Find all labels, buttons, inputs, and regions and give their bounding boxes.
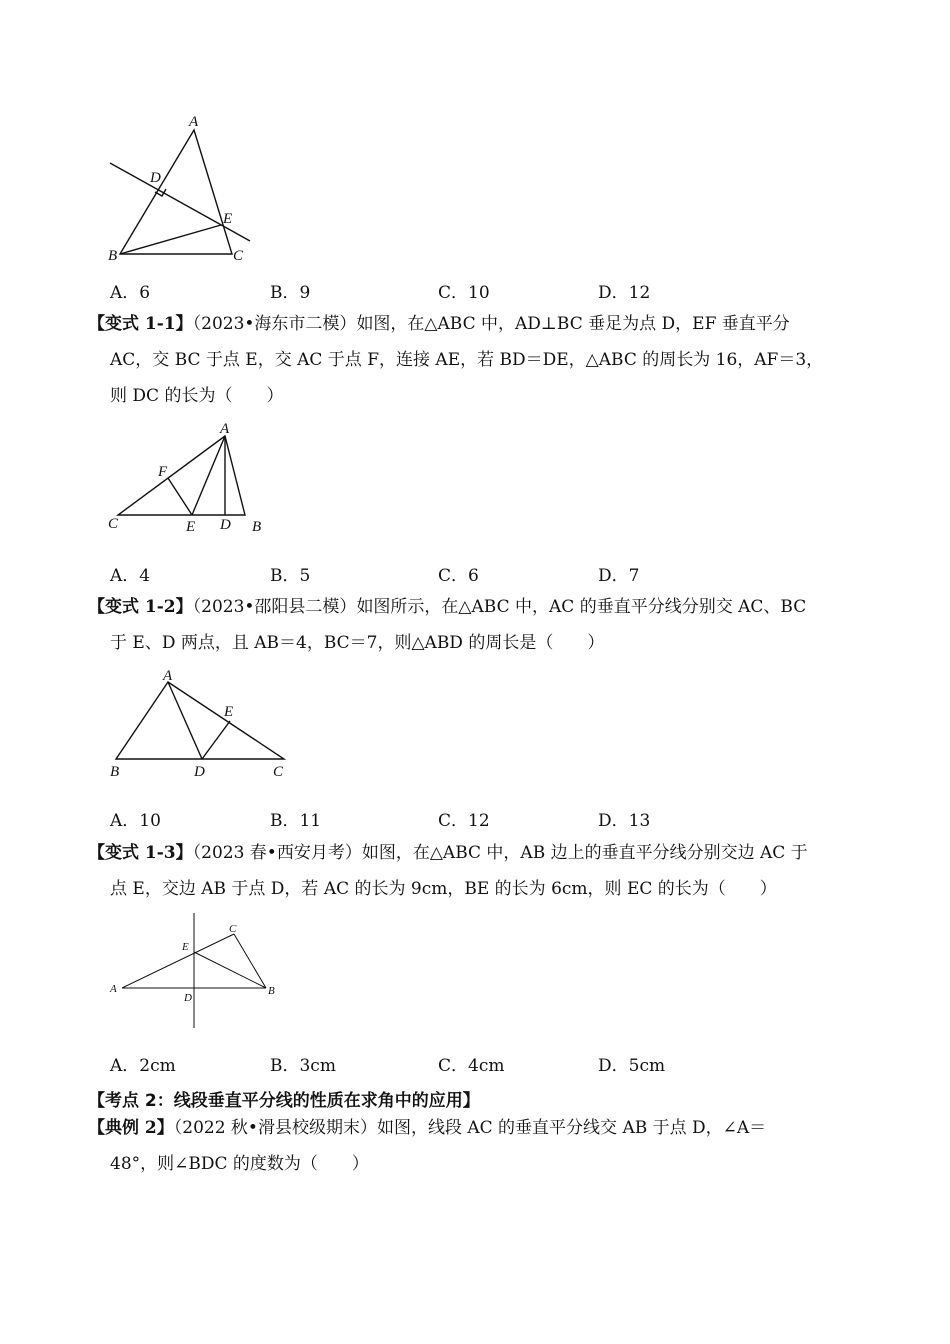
- example-2: [88, 1110, 878, 1182]
- line-de: [202, 721, 230, 759]
- label-b: B: [252, 519, 262, 535]
- question-tag: 【典例 2】: [88, 1118, 174, 1138]
- question-1-1: [88, 306, 878, 414]
- option-d[interactable]: D．13: [598, 811, 651, 831]
- question-text: 点 E，交边 AB 于点 D，若 AC 的长为 9cm，BE 的长为 6cm，则 EC 的长为（ ）: [110, 879, 777, 899]
- figure-2-triangle: [100, 418, 275, 538]
- label-b: B: [108, 248, 118, 264]
- label-f: F: [158, 464, 168, 480]
- question-text: 于 E、D 两点，且 AB＝4，BC＝7，则△ABD 的周长是（ ）: [110, 633, 605, 653]
- option-a[interactable]: A．6: [110, 283, 151, 303]
- options-4: [110, 1051, 810, 1075]
- question-text: 如图，在△ABC 中，AD⊥BC 垂足为点 D，EF 垂直平分: [356, 314, 790, 334]
- label-e: E: [182, 941, 189, 953]
- question-tag: 【变式 1-3】: [88, 843, 193, 863]
- question-text: AC，交 BC 于点 E，交 AC 于点 F，连接 AE，若 BD＝DE，△ABC 的周长为 16，AF＝3，: [110, 350, 824, 370]
- question-source: （2023 春•西安月考）: [192, 843, 362, 863]
- options-3: [110, 806, 810, 830]
- triangle-abc: [116, 682, 284, 759]
- label-c: C: [233, 248, 244, 264]
- label-e: E: [223, 211, 233, 227]
- question-1-3: [88, 835, 878, 907]
- option-d[interactable]: D．7: [598, 566, 640, 586]
- section-heading-kaodian-2: 【考点 2：线段垂直平分线的性质在求角中的应用】: [88, 1091, 480, 1111]
- label-e: E: [224, 704, 234, 720]
- label-a: A: [220, 421, 230, 437]
- question-source: （2023•海东市二模）: [192, 314, 357, 334]
- label-a: A: [110, 983, 117, 995]
- label-c: C: [229, 923, 237, 935]
- label-a: A: [163, 668, 173, 684]
- figure-3-triangle: [100, 664, 295, 784]
- option-a[interactable]: A．10: [110, 811, 161, 831]
- option-b[interactable]: B．3cm: [270, 1056, 336, 1076]
- right-angle-mark: [155, 189, 166, 196]
- option-c[interactable]: C．10: [438, 283, 490, 303]
- question-text: 则 DC 的长为（ ）: [110, 386, 284, 406]
- label-d: D: [184, 992, 192, 1004]
- label-e: E: [186, 519, 196, 535]
- label-a: A: [189, 114, 199, 130]
- question-1-2: [88, 589, 878, 661]
- option-b[interactable]: B．11: [270, 811, 322, 831]
- question-source: （2022 秋•滑县校级期末）: [173, 1118, 377, 1138]
- option-a[interactable]: A．2cm: [110, 1056, 176, 1076]
- label-b: B: [268, 985, 275, 997]
- line-ac: [122, 934, 234, 988]
- option-c[interactable]: C．12: [438, 811, 490, 831]
- figure-1-triangle: [100, 110, 270, 270]
- label-d: D: [150, 170, 161, 186]
- figure-4-triangle: [100, 908, 290, 1033]
- option-c[interactable]: C．6: [438, 566, 479, 586]
- option-b[interactable]: B．9: [270, 283, 311, 303]
- question-text: 如图，线段 AC 的垂直平分线交 AB 于点 D，∠A＝: [376, 1118, 767, 1138]
- option-d[interactable]: D．12: [598, 283, 651, 303]
- label-d: D: [220, 517, 231, 533]
- question-tag: 【变式 1-2】: [88, 597, 193, 617]
- label-b: B: [110, 764, 120, 780]
- options-2: [110, 561, 810, 585]
- option-c[interactable]: C．4cm: [438, 1056, 505, 1076]
- line-fe: [168, 478, 192, 515]
- option-b[interactable]: B．5: [270, 566, 311, 586]
- option-a[interactable]: A．4: [110, 566, 151, 586]
- triangle-abc: [120, 130, 232, 254]
- label-c: C: [273, 764, 284, 780]
- question-text: 如图所示，在△ABC 中，AC 的垂直平分线分别交 AC、BC: [356, 597, 807, 617]
- question-text: 如图，在△ABC 中，AB 边上的垂直平分线分别交边 AC 于: [361, 843, 808, 863]
- option-d[interactable]: D．5cm: [598, 1056, 666, 1076]
- triangle-abc: [118, 436, 245, 515]
- question-source: （2023•邵阳县二模）: [192, 597, 357, 617]
- question-text: 48°，则∠BDC 的度数为（ ）: [110, 1154, 369, 1174]
- options-1: [110, 278, 810, 302]
- perpendicular-line-de: [110, 163, 250, 241]
- question-tag: 【变式 1-1】: [88, 314, 193, 334]
- label-c: C: [108, 516, 119, 532]
- label-d: D: [194, 764, 205, 780]
